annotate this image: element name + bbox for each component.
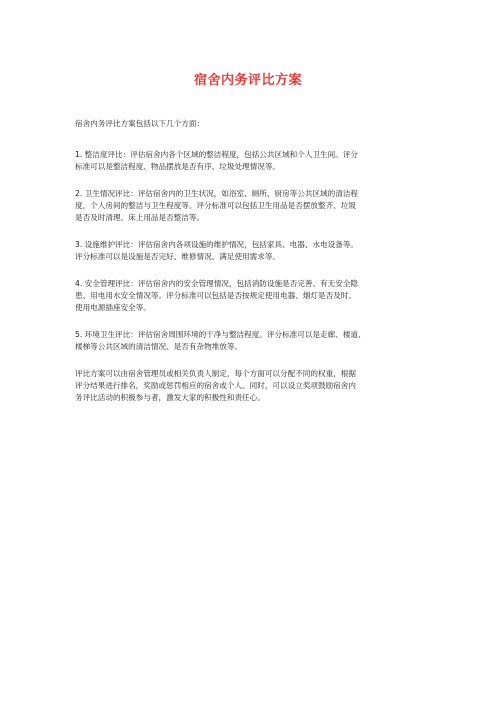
- item-hygiene: 2. 卫生情况评比：评估宿舍内的卫生状况，如浴室、厕所、厨房等公共区域的清洁程 度，个人房间的整洁与卫生程度等。评分标准可以包括卫生用品是否摆放整齐、垃圾 是否及时清理、床上用品是否整洁等。: [75, 189, 359, 222]
- item-cleanliness: 1. 整洁度评比：评估宿舍内各个区域的整洁程度，包括公共区域和个人卫生间。评分 标准可以是整洁程度、物品摆放是否有序、垃圾处理情况等。: [75, 150, 359, 171]
- item-safety-management: 4. 安全管理评比：评估宿舍内的安全管理情况，包括消防设施是否完善、有无安全隐 患、用电用水安全情况等。评分标准可以包括是否按规定使用电器、烟灯是否及时、 使用电源插座安全等。: [75, 279, 359, 312]
- closing-paragraph: 评比方案可以由宿舍管理员或相关负责人制定，每个方面可以分配不同的权重，根据 评分结果进行排名，奖励或惩罚相应的宿舍或个人。同时，可以设立奖项鼓励宿舍内 务评比活动的积极参与者，激发大家的积极性和责任心。: [75, 369, 356, 402]
- item-facility-maintenance: 3. 设施维护评比：评估宿舍内各项设施的维护情况，包括家具、电器、水电设备等。 评分标准可以是设施是否完好、维修情况、满足使用需求等。: [75, 240, 359, 261]
- item-environment: 5. 环境卫生评比：评估宿舍周围环境的干净与整洁程度。评分标准可以是走廊、楼道、 楼梯等公共区域的清洁情况、是否有杂物堆放等。: [75, 330, 366, 351]
- document-title: 宿舍内务评比方案: [193, 73, 302, 88]
- document-body: [75, 118, 431, 404]
- intro-paragraph: 宿舍内务评比方案包括以下几个方面：: [75, 119, 205, 128]
